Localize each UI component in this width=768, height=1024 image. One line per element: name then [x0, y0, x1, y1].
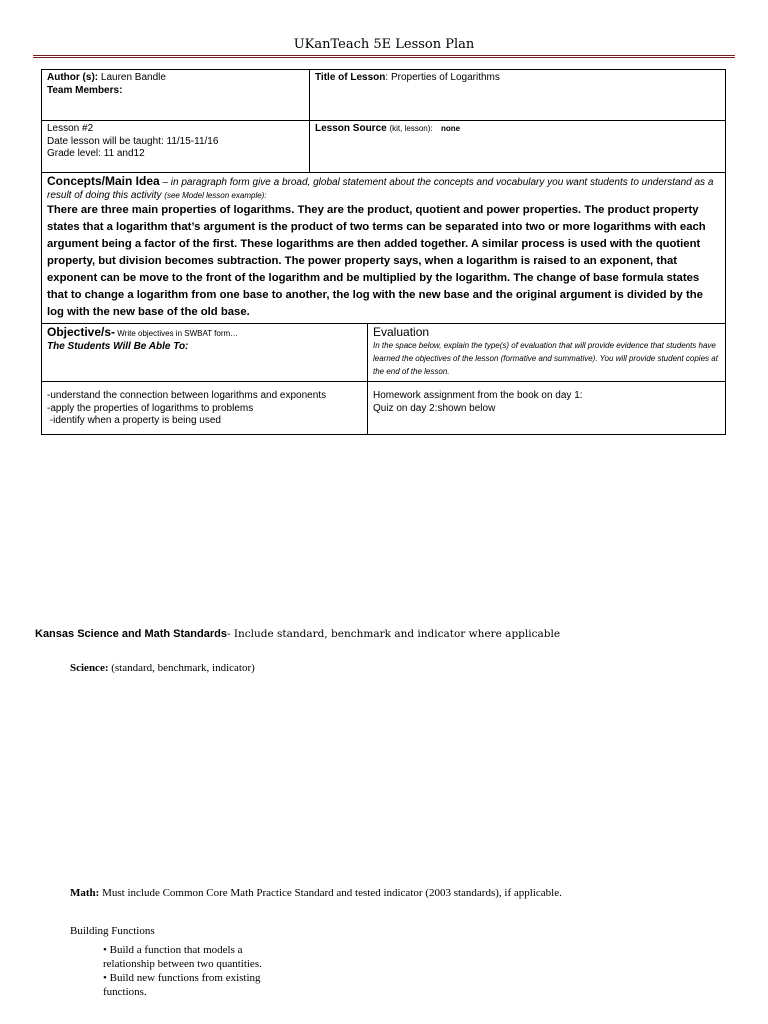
- list-item: • Build a function that models a relationship between two quantities.: [103, 944, 262, 970]
- standards-description: - Include standard, benchmark and indicator where applicable: [226, 628, 561, 640]
- concepts-prompt: – in paragraph form give a broad, global statement about the concepts and vocabulary you want students to understand as a result of doing this activity: [47, 177, 714, 201]
- science-label: Science:: [70, 662, 109, 674]
- objectives-label: Objective/s-: [47, 325, 116, 339]
- evaluation-item: Quiz on day 2:shown below: [373, 402, 496, 414]
- objectives-header-cell: [42, 324, 368, 382]
- standards-title: Kansas Science and Math Standards: [35, 628, 227, 640]
- lesson-title-label: Title of Lesson: [315, 72, 386, 83]
- lesson-plan-table: [41, 69, 726, 435]
- author-label: Author (s):: [47, 72, 99, 83]
- concepts-prompt-note: (see Model lesson example):: [164, 190, 267, 200]
- document-title: UKanTeach 5E Lesson Plan: [293, 37, 475, 52]
- objective-item: -understand the connection between logarithms and exponents: [47, 390, 327, 401]
- math-label: Math:: [70, 887, 100, 899]
- evaluation-item: Homework assignment from the book on day 1:: [373, 390, 583, 401]
- objective-item: -apply the properties of logarithms to problems: [47, 402, 254, 414]
- list-item: • Build new functions from existing functions.: [103, 972, 261, 998]
- lesson-source-value: none: [440, 124, 461, 133]
- lesson-title-value: : Properties of Logarithms: [385, 72, 500, 83]
- math-standard: [70, 887, 562, 899]
- evaluation-list-cell: [368, 382, 726, 435]
- objectives-hint: Write objectives in SWBAT form…: [115, 329, 239, 338]
- evaluation-label: Evaluation: [373, 325, 430, 339]
- concepts-body: There are three main properties of logarithms. They are the product, quotient and power properties. The product property states that a logarithm that’s argument is the product of two terms can be separated into two or more logarithms with each argument being a factor of the first. These logarithms are then added together. A similar process is used with the quotient property, but division becomes subtraction. The power property says, when a logarithm is raised to an exponent, that exponent can be move to the front of the logarithm and be multiplied by the logarithm. The change of base formula states that to change a logarithm from one base to another, the log with the new base and the original argument is divided by the log with the new base of the old base.: [47, 204, 706, 318]
- objectives-list-cell: [42, 382, 368, 435]
- building-functions-list: [103, 943, 278, 999]
- evaluation-header-cell: [368, 324, 726, 382]
- concepts-cell: [42, 173, 726, 324]
- lesson-source-cell: [310, 121, 726, 173]
- lesson-details-cell: [42, 121, 310, 173]
- concepts-label: Concepts/Main Idea: [47, 174, 160, 188]
- author-cell: [42, 70, 310, 121]
- science-value: (standard, benchmark, indicator): [108, 662, 255, 674]
- lesson-source-label: Lesson Source: [315, 123, 387, 134]
- lesson-date: Date lesson will be taught: 11/15-11/16: [47, 135, 219, 147]
- objectives-subtitle: The Students Will Be Able To:: [47, 340, 189, 352]
- objective-item: -identify when a property is being used: [47, 415, 221, 426]
- grade-level: Grade level: 11 and12: [47, 148, 145, 159]
- lesson-number: Lesson #2: [47, 123, 94, 134]
- header-divider: [33, 55, 735, 58]
- building-functions-heading: Building Functions: [70, 925, 155, 937]
- team-members-label: Team Members:: [47, 84, 123, 96]
- science-standard: [70, 662, 255, 674]
- standards-heading: [35, 628, 560, 640]
- lesson-source-hint: (kit, lesson):: [389, 124, 433, 133]
- evaluation-prompt: In the space below, explain the type(s) of evaluation that will provide evidence that students have learned the objectives of the lesson (formative and summative). You will provide student copies at the end of the lesson.: [373, 340, 718, 376]
- math-value: Must include Common Core Math Practice Standard and tested indicator (2003 standards), if applicable.: [99, 887, 562, 899]
- lesson-title-cell: [310, 70, 726, 121]
- author-value: Lauren Bandle: [100, 72, 166, 83]
